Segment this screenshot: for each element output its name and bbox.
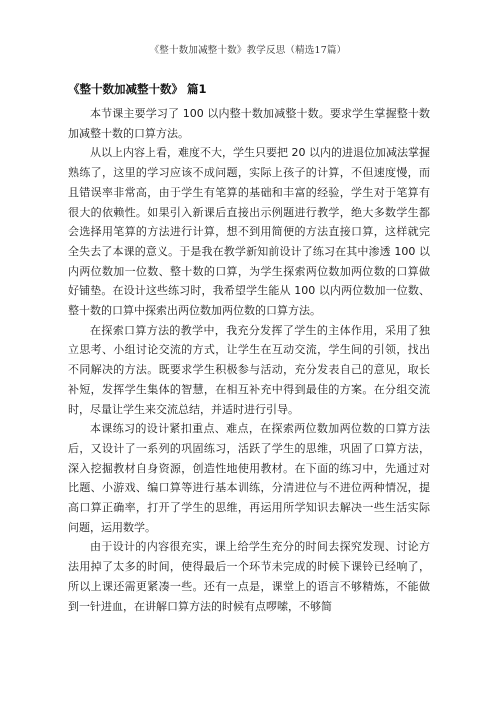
paragraph: 本课练习的设计紧扣重点、难点，在探索两位数加两位数的口算方法后，又设计了一系列的巩固练习，活跃了学生的思维，巩固了口算方法，深入挖掘教材自身资源，创造性地使用教材。在下面的练习中，先通过对比题、小游戏、编口算等进行基本训练，分清进位与不进位两种情况，提高口算正确率，打开了学生的思维，再运用所学知识去解决一些生活实际问题，运用数学。 [68, 422, 430, 534]
body-text [68, 104, 430, 616]
document-title: 《整十数加减整十数》教学反思（精选17篇） [149, 45, 347, 56]
paragraph: 由于设计的内容很充实，课上给学生充分的时间去探究发现、讨论方法用掉了太多的时间，使得最后一个环节未完成的时候下课铃已经响了，所以上课还需更紧凑一些。还有一点是，课堂上的语言不够精炼，不能做到一针进血，在讲解口算方法的时候有点啰嗦，不够简 [68, 540, 430, 613]
paragraph: 从以上内容上看，难度不大，学生只要把 20 以内的进退位加减法掌握熟练了，这里的学习应该不成问题，实际上孩子的计算，不但速度慢，而且错误率非常高，由于学生有笔算的基础和丰富的经验，学生对于笔算有很大的依赖性。如果引入新课后直接出示例题进行教学，绝大多数学生都会选择用笔算的方法进行计算，想不到用简便的方法直接口算，这样就完全失去了本课的意义。于是我在教学新知前设计了练习在其中渗透 100 以内两位数加一位数、整十数的口算，为学生探索两位数加两位数的口算做好铺垫。在设计这些练习时，我希望学生能从 100 以内两位数加一位数、整十数的口算中探索出两位数加两位数的口算方法。 [68, 146, 430, 318]
paragraph: 在探索口算方法的教学中，我充分发挥了学生的主体作用，采用了独立思考、小组讨论交流的方式，让学生在互动交流，学生间的引领，找出不同解决的方法。既要求学生积极参与活动，充分发表自己的意见，取长补短，发挥学生集体的智慧，在相互补充中得到最佳的方案。在分组交流时，尽量让学生来交流总结，并适时进行引导。 [68, 323, 430, 416]
section-heading: 《整十数加减整十数》 篇1 [68, 82, 207, 96]
paragraph: 本节课主要学习了 100 以内整十数加减整十数。要求学生掌握整十数加减整十数的口算方法。 [68, 107, 430, 140]
